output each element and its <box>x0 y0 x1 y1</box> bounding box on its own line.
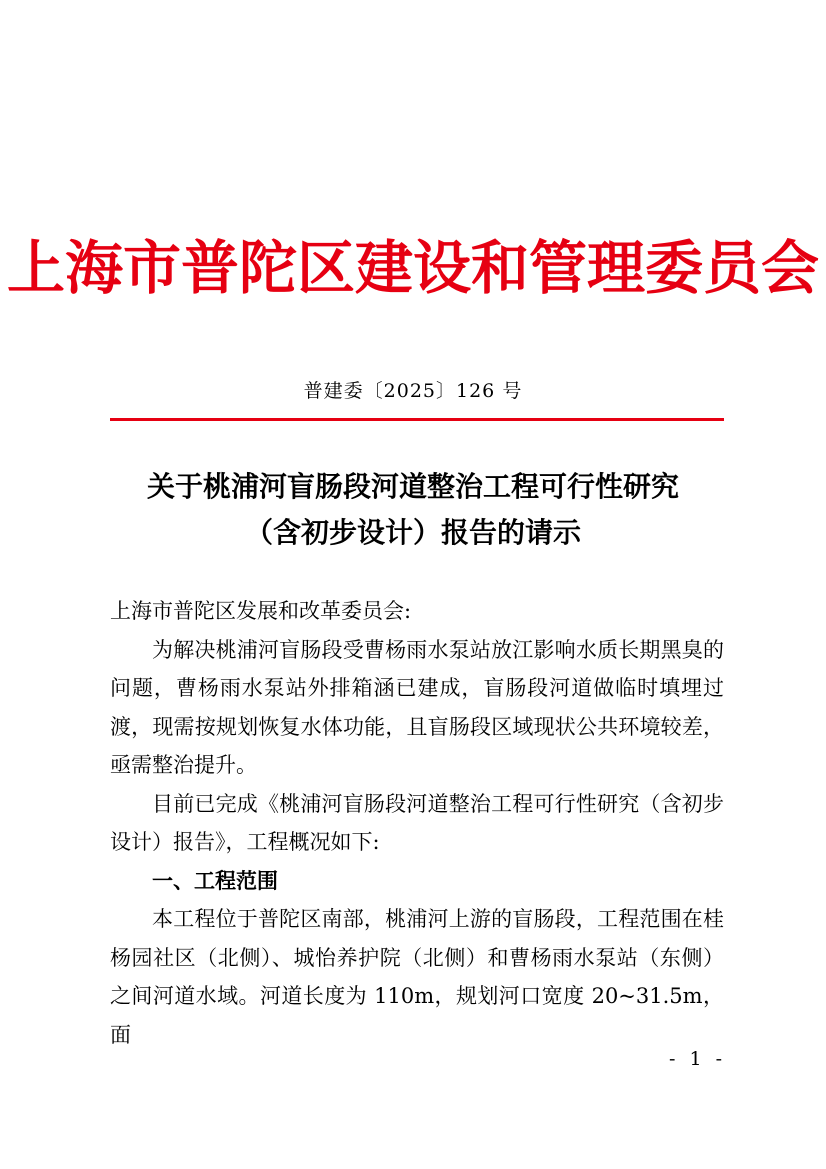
paragraph-project-scope: 本工程位于普陀区南部，桃浦河上游的盲肠段，工程范围在桂杨园社区（北侧）、城怡养护院（北侧）和曹杨雨水泵站（东侧）之间河道水域。河道长度为 110m，规划河口宽度 20~31.5m，面 <box>110 907 724 1047</box>
page-number: - 1 - <box>668 1048 726 1070</box>
document-number: 普建委〔2025〕126 号 <box>303 380 523 402</box>
organization-title: 上海市普陀区建设和管理委员会 <box>6 234 819 302</box>
document-body <box>110 592 724 1054</box>
section-heading-scope: 一、工程范围 <box>152 868 278 893</box>
subject-line-2: （含初步设计）报告的请示 <box>244 516 581 549</box>
red-divider-line <box>110 418 724 421</box>
subject-line-1: 关于桃浦河盲肠段河道整治工程可行性研究 <box>146 470 679 503</box>
document-subject <box>90 464 736 556</box>
addressee: 上海市普陀区发展和改革委员会: <box>110 599 412 623</box>
paragraph-report-completed: 目前已完成《桃浦河盲肠段河道整治工程可行性研究（含初步设计）报告》，工程概况如下: <box>110 791 724 854</box>
paragraph-background: 为解决桃浦河盲肠段受曹杨雨水泵站放江影响水质长期黑臭的问题，曹杨雨水泵站外排箱涵已建成，盲肠段河道做临时填埋过渡，现需按规划恢复水体功能，且盲肠段区域现状公共环境较差，亟需整治提升。 <box>110 637 724 777</box>
